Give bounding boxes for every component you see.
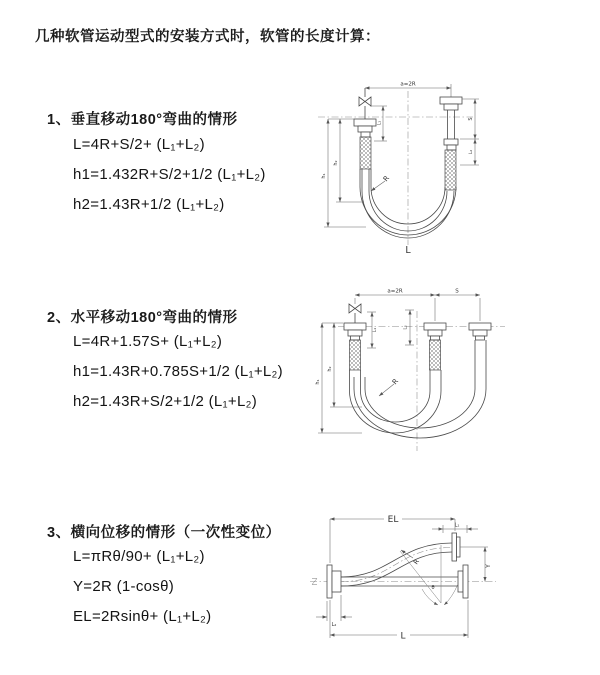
formula: Y=2R (1-cosθ) [73, 578, 175, 595]
dim-label-h1: h₁ [315, 379, 321, 385]
formula: EL=2Rsinθ+ (L₁+L₂) [73, 608, 212, 625]
dim-label-a2r: a=2R [400, 81, 416, 88]
dim-label-l2: L₂ [331, 622, 337, 628]
dim-label-l1: L₁ [377, 120, 383, 126]
middle-fitting [424, 323, 446, 370]
upper-right-flange [452, 533, 460, 561]
dimension-s [460, 99, 479, 139]
dimension-a2r [365, 82, 451, 89]
dim-label-h2: h₂ [333, 160, 339, 166]
formula: h1=1.432R+S/2+1/2 (L₁+L₂) [73, 166, 266, 183]
dimension-h1 [321, 119, 366, 227]
right-fitting [469, 323, 491, 345]
dim-label-l2: L₂ [469, 149, 474, 155]
left-fitting [344, 323, 366, 370]
dimension-l1 [367, 312, 378, 348]
left-fitting [354, 119, 376, 169]
dim-label-l1: L₁ [454, 522, 460, 529]
section-3-formulas [73, 548, 211, 625]
dim-label-h1: h₁ [321, 173, 327, 179]
length-label: L [405, 245, 411, 256]
radius-label: R [390, 377, 401, 387]
page-title: 几种软管运动型式的安装方式时，软管的长度计算： [35, 29, 380, 45]
dim-label-s: S [468, 117, 474, 121]
section-1-formulas [73, 136, 266, 213]
lower-right-flange [458, 565, 468, 598]
formula: L=4R+S/2+ (L₁+L₂) [73, 136, 205, 153]
formula: L=4R+1.57S+ (L₁+L₂) [73, 333, 223, 350]
radius-label: R [411, 557, 421, 567]
diagram-horizontal-180-bend [310, 285, 600, 460]
valve-icon [359, 88, 371, 119]
dim-label-el: EL [387, 515, 399, 525]
formula: L=πRθ/90+ (L₁+L₂) [73, 548, 205, 565]
dim-label-s: S [455, 288, 459, 295]
valve-icon [349, 304, 361, 323]
left-flange [327, 565, 341, 598]
section-3-heading: 3、横向位移的情形（一次性变位） [47, 525, 281, 541]
section-2-formulas [73, 333, 283, 410]
dimension-a2r [355, 289, 435, 322]
dimension-s [435, 289, 480, 322]
diagram-vertical-180-bend [308, 75, 593, 260]
dim-label-l1: L₁ [372, 327, 378, 333]
hose-s-curve [341, 543, 452, 586]
section-1-heading: 1、垂直移动180°弯曲的情形 [47, 112, 238, 128]
dimension-l2 [403, 310, 415, 345]
radius-label: R [381, 174, 392, 184]
formula: h1=1.43R+0.785S+1/2 (L₁+L₂) [73, 363, 283, 380]
radius-callout [379, 377, 400, 396]
dim-label-l: L [400, 631, 406, 642]
formula: h2=1.43R+1/2 (L₁+L₂) [73, 196, 225, 213]
dim-label-l2: L₂ [403, 325, 409, 330]
dim-label-h2: h₂ [327, 366, 333, 372]
angle-label: θ [431, 585, 435, 591]
hose-u-curves [350, 345, 487, 438]
dim-label-a2r: a=2R [387, 288, 403, 295]
formula: h2=1.43R+S/2+1/2 (L₁+L₂) [73, 393, 258, 410]
right-fitting [440, 84, 462, 190]
radius-callout [371, 174, 391, 191]
dim-label-y: Y [485, 564, 492, 568]
dimension-l2 [460, 139, 479, 165]
angle-construction [400, 545, 458, 605]
dimension-l2 [316, 595, 352, 628]
dimension-el [330, 515, 455, 563]
dimension-l1 [432, 523, 478, 534]
dimension-l [330, 600, 468, 642]
diagram-lateral-displacement [300, 505, 600, 655]
section-2-heading: 2、水平移动180°弯曲的情形 [47, 310, 238, 326]
